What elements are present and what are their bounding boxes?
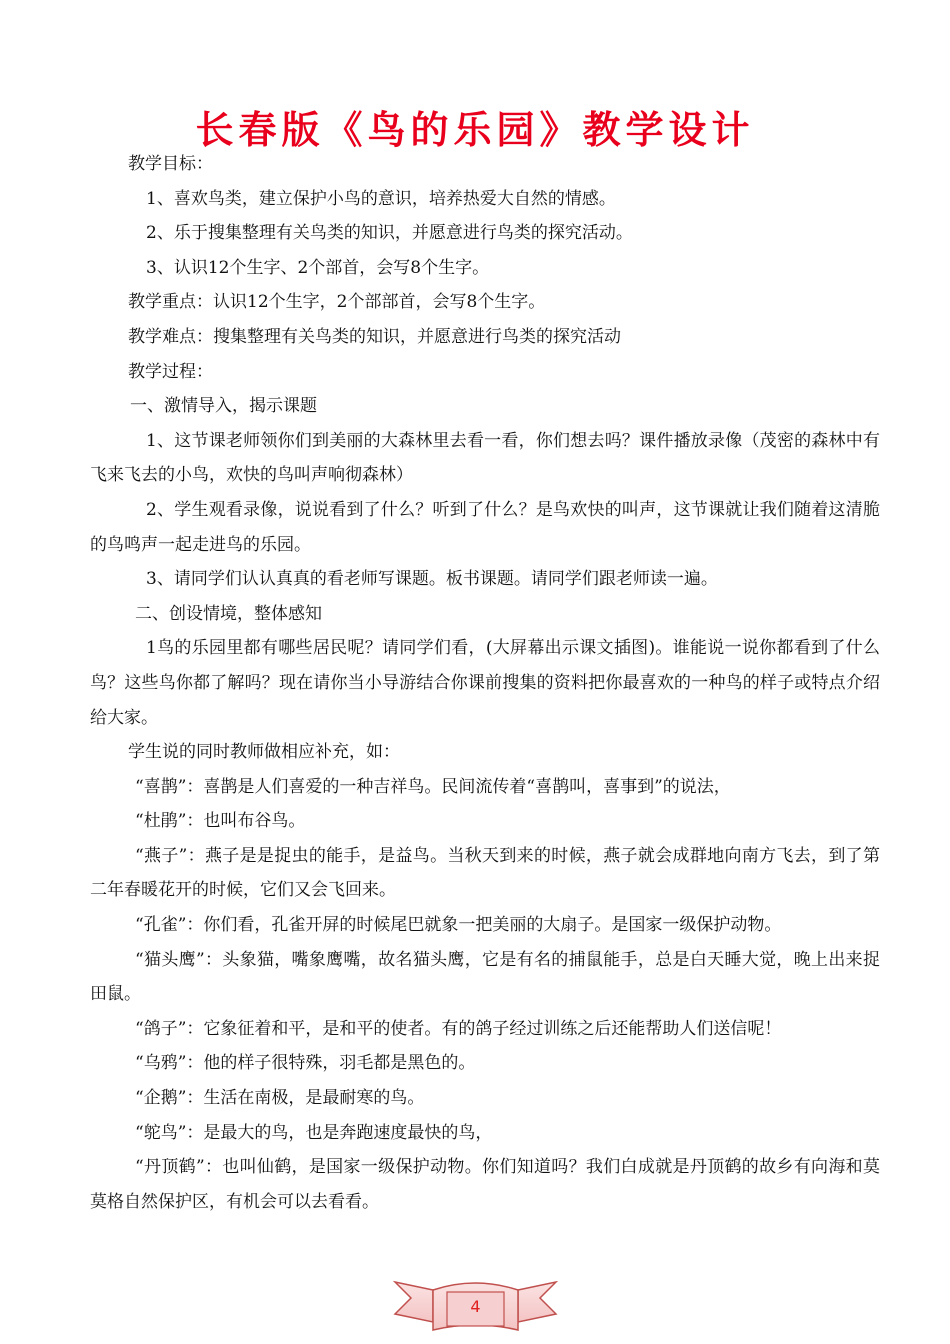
bird-description: “乌鸦”：他的样子很特殊，羽毛都是黑色的。 [135,1053,476,1074]
bird-description: “孔雀”：你们看，孔雀开屏的时候尾巴就象一把美丽的大扇子。是国家一级保护动物。 [135,915,782,936]
page-number: 4 [470,1297,481,1316]
section-heading-goals: 教学目标： [128,154,213,174]
paragraph: 3、请同学们认认真真的看老师写课题。板书课题。请同学们跟老师读一遍。 [146,569,718,590]
paragraph: 学生说的同时教师做相应补充，如： [128,742,400,763]
bird-description: “猫头鹰”：头象猫，嘴象鹰嘴，故名猫头鹰，它是有名的捕鼠能手，总是白天睡大觉，晚上出来捉田鼠。 [90,949,880,1005]
bird-description: “企鹅”：生活在南极，是最耐寒的鸟。 [135,1088,425,1109]
bird-description: “杜鹃”：也叫布谷鸟。 [135,811,306,832]
bird-description: “丹顶鹤”：也叫仙鹤，是国家一级保护动物。你们知道吗？我们白成就是丹顶鹤的故乡有向海和莫莫格自然保护区，有机会可以去看看。 [90,1157,880,1212]
goal-item: 1、喜欢鸟类，建立保护小鸟的意识，培养热爱大自然的情感。 [146,188,616,209]
bird-description: “喜鹊”：喜鹊是人们喜爱的一种吉祥鸟。民间流传着“喜鹊叫，喜事到”的说法， [135,776,731,797]
bird-description: “燕子”：燕子是是捉虫的能手，是益鸟。当秋天到来的时候，燕子就会成群地向南方飞去，到了第二年春暖花开的时候，它们又会飞回来。 [90,845,880,901]
paragraph: 1、这节课老师领你们到美丽的大森林里去看一看，你们想去吗？课件播放录像（茂密的森林中有飞来飞去的小鸟，欢快的鸟叫声响彻森林） [90,430,880,486]
difficult-points: 教学难点：搜集整理有关鸟类的知识，并愿意进行鸟类的探究活动 [128,326,621,347]
document-title: 长春版《鸟的乐园》教学设计 [195,108,755,152]
goal-item: 3、认识12个生字、2个部首，会写8个生字。 [146,257,490,278]
document-body [90,147,880,1219]
step-heading-1: 一、激情导入，揭示课题 [130,396,317,417]
paragraph: 2、学生观看录像，说说看到了什么？听到了什么？是鸟欢快的叫声，这节课就让我们随着这清脆的鸟鸣声一起走进鸟的乐园。 [90,499,880,555]
section-heading-process: 教学过程： [128,361,213,382]
bird-description: “鸽子”：它象征着和平，是和平的使者。有的鸽子经过训练之后还能帮助人们送信呢！ [135,1018,782,1039]
goal-item: 2、乐于搜集整理有关鸟类的知识，并愿意进行鸟类的探究活动。 [146,223,633,244]
step-heading-2: 二、创设情境，整体感知 [135,603,322,624]
paragraph: 1鸟的乐园里都有哪些居民呢？请同学们看，(大屏幕出示课文插图)。谁能说一说你都看到了什么鸟？这些鸟你都了解吗？现在请你当小导游结合你课前搜集的资料把你最喜欢的一种鸟的样子或特点介绍给大家。 [90,638,880,728]
bird-description: “鸵鸟”：是最大的鸟，也是奔跑速度最快的鸟， [135,1122,493,1143]
key-points: 教学重点：认识12个生字，2个部部首，会写8个生字。 [128,292,546,313]
